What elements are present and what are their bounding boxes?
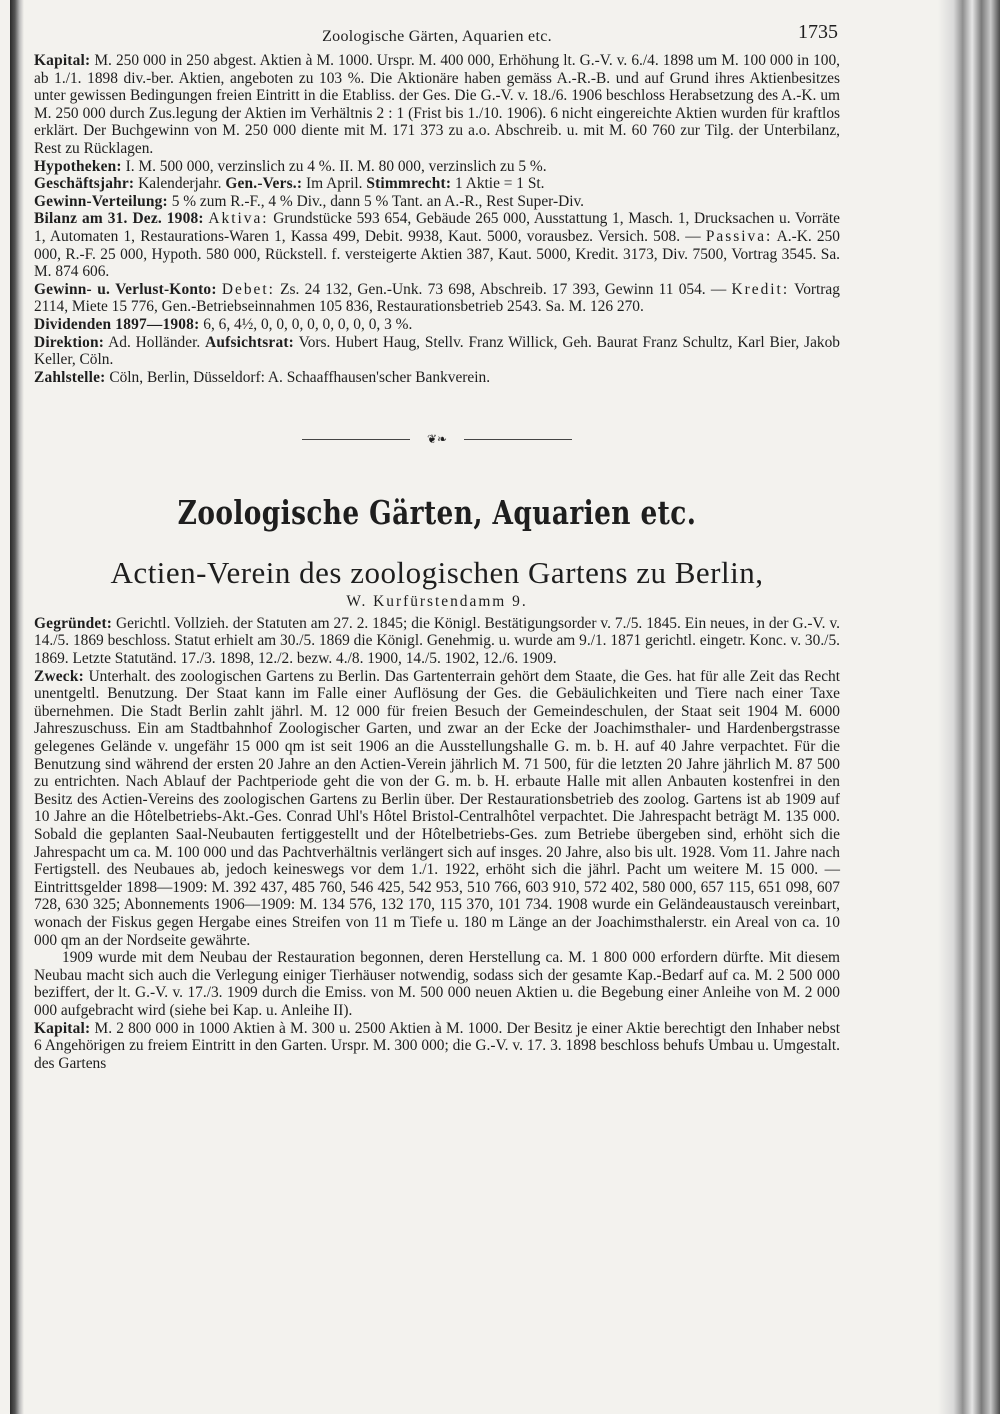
section-title: Zoologische Gärten, Aquarien etc. — [177, 493, 697, 533]
label-stimmrecht: Stimmrecht: — [366, 175, 452, 193]
label-zweck: Zweck: — [34, 667, 84, 685]
paragraph-neubau: 1909 wurde mit dem Neubau der Restauration begonnen, deren Herstellung ca. M. 1 800 000 erfordern dürfte. Mit diesem Neubau macht sich auch die Verlegung einiger Tierhäuser notwendig, sodass sich der gesamte Kap.-Bedarf auf ca. M. 2 500 000 beziffert, der lt. G.-V. v. 17./3. 1909 durch die Emiss. von M. 500 000 neuen Aktien u. die Begebung einer Anleihe von M. 2 000 000 aufgebracht wird (siehe bei Kap. u. Anleihe II). — [34, 949, 840, 1019]
text-kapital: M. 250 000 in 250 abgest. Aktien à M. 1000. Urspr. M. 400 000, Erhöhung lt. G.-V. v. 6./4. 1898 um M. 100 000 in 100, ab 1./1. 1898 div.-ber. Aktien, angeboten zu 103 %. Die Aktionäre haben gemäss A.-R.-B. und auf Grund ihres Aktienbesitzes unter gewissen Bedingungen freien Eintritt in die Etabliss. der Ges. Die G.-V. v. 18./6. 1906 beschloss Herabsetzung des A.-K. um M. 250 000 durch Zus.legung der Aktien im Verhältnis 2 : 1 (Frist bis 1./10. 1906). 6 nicht eingereichte Aktien wurden für kraftlos erklärt. Der Buchgewinn von M. 250 000 diente mit M. 171 373 zu a.o. Abschreib. u. mit M. 60 760 zur Tilg. der Unterbilanz, Rest zu Rücklagen. — [34, 52, 840, 157]
word-passiva: Passiva: — [705, 227, 773, 245]
text-dividenden: 6, 6, 4½, 0, 0, 0, 0, 0, 0, 0, 0, 3 %. — [203, 315, 413, 333]
entry-kapital-prev — [34, 52, 840, 158]
entry-dividenden — [34, 316, 840, 334]
text-debet: Zs. 24 132, Gen.-Unk. 73 698, Abschreib. 17 393, Gewinn 11 054. — — [280, 280, 727, 298]
entry-gegruendet — [34, 615, 840, 668]
text-kredit: Vortrag 2114, Miete 15 776, Gen.-Betriebseinnahmen 105 836, Restaurationsbetrieb 2543. Sa. M. 126 270. — [34, 280, 840, 316]
label-dividenden: Dividenden 1897—1908: — [34, 315, 200, 333]
entry-gewinn-verlust — [34, 281, 840, 316]
word-kredit: Kredit: — [731, 280, 790, 298]
text-gewinn-verteilung: 5 % zum R.-F., 4 % Div., dann 5 % Tant. an A.-R., Rest Super-Div. — [171, 192, 585, 210]
entry-zahlstelle — [34, 369, 840, 387]
label-geschaeftsjahr: Geschäftsjahr: — [34, 175, 135, 193]
entry-geschaeftsjahr — [34, 175, 840, 193]
fleuron-icon: ❦❧ — [426, 432, 448, 447]
label-bilanz: Bilanz am 31. Dez. 1908: — [34, 210, 204, 228]
text-gegruendet: Gerichtl. Vollzieh. der Statuten am 27. 2. 1845; die Königl. Bestätigungsorder v. 7./5. 1845. Ein neues, in der G.-V. v. 14./5. 1869 beschloss. Statut erhielt am 30./5. 1869 die Königl. Genehmig. u. wurde am 9./1. 1871 gerichtl. eingetr. Konc. v. 30./5. 1869. Letzte Statutänd. 17./3. 1898, 12./2. bezw. 4./8. 1900, 14./5. 1902, 12./6. 1909. — [34, 614, 840, 668]
label-hypotheken: Hypotheken: — [34, 157, 122, 175]
label-gegruendet: Gegründet: — [34, 614, 113, 632]
label-kapital: Kapital: — [34, 52, 91, 69]
word-debet: Debet: — [221, 280, 275, 298]
entry-gewinn-verteilung — [34, 193, 840, 211]
text-kapital-company: M. 2 800 000 in 1000 Aktien à M. 300 u. 2500 Aktien à M. 1000. Der Besitz je einer Aktie berechtigt den Inhaber nebst 6 Angehörigen zu freiem Eintritt in den Garten. Urspr. M. 300 000; die G.-V. v. 17. 3. 1898 beschloss behufs Umbau u. Umgestalt. des Gartens — [34, 1019, 840, 1072]
text-aktiva: Grundstücke 593 654, Gebäude 265 000, Ausstattung 1, Masch. 1, Drucksachen u. Vorräte 1, Automaten 1, Restaurations-Waren 1, Kassa 499, Debit. 9938, Kaut. 5000, vorausbez. Versich. 508. — — [34, 210, 840, 245]
label-zahlstelle: Zahlstelle: — [34, 368, 106, 386]
binding-shadow-left — [10, 0, 24, 1414]
text-aufsichtsrat: Vors. Hubert Haug, Stellv. Franz Willick, Geh. Baurat Franz Schultz, Karl Bier, Jakob Keller, Cöln. — [34, 333, 841, 369]
company-name: Actien-Verein des zoologischen Gartens zu Berlin, — [110, 555, 764, 591]
label-kapital-company: Kapital: — [34, 1019, 91, 1037]
page-stack-edge-right — [938, 0, 1000, 1414]
word-aktiva: Aktiva: — [208, 210, 269, 228]
label-gewinn-verlust: Gewinn- u. Verlust-Konto: — [34, 280, 217, 298]
company-address: W. Kurfürstendamm 9. — [346, 593, 528, 611]
entry-hypotheken — [34, 158, 840, 176]
page-content — [34, 22, 840, 1072]
entry-kapital — [34, 1020, 840, 1073]
text-hypotheken: I. M. 500 000, verzinslich zu 4 %. II. M. 80 000, verzinslich zu 5 %. — [125, 157, 547, 175]
divider-line-left — [302, 439, 410, 440]
divider-line-right — [464, 439, 572, 440]
running-head — [34, 22, 840, 52]
text-geschaeftsjahr: Kalenderjahr. — [138, 175, 222, 193]
page-number: 1735 — [798, 21, 838, 43]
section-divider-ornament — [302, 432, 572, 446]
text-passiva: A.-K. 250 000, R.-F. 25 000, Hypoth. 580 000, Rückstell. f. versteigerte Aktien 387, Kaut. 5000, Kredit. 3173, Div. 7500, Vortrag 3545. Sa. M. 874 606. — [34, 227, 841, 281]
text-zahlstelle: Cöln, Berlin, Düsseldorf: A. Schaaffhausen'scher Bankverein. — [109, 368, 491, 386]
label-aufsichtsrat: Aufsichtsrat: — [205, 333, 295, 351]
running-title: Zoologische Gärten, Aquarien etc. — [322, 28, 552, 45]
label-genvers: Gen.-Vers.: — [225, 175, 303, 193]
label-gewinn-verteilung: Gewinn-Verteilung: — [34, 192, 168, 210]
text-genvers: Im April. — [306, 175, 363, 193]
label-direktion: Direktion: — [34, 333, 105, 351]
text-stimmrecht: 1 Aktie = 1 St. — [455, 175, 545, 193]
entry-zweck — [34, 668, 840, 950]
text-direktion: Ad. Holländer. — [108, 333, 201, 351]
entry-direktion — [34, 334, 840, 369]
entry-bilanz — [34, 210, 840, 280]
text-zweck: Unterhalt. des zoologischen Gartens zu Berlin. Das Gartenterrain gehört dem Staate, die Ges. hat für alle Zeit das Recht unentgeltl. Benutzung. Der Staat kann im Falle einer Auflösung der Ges. die Gebäulichkeiten und Tiere nach einer Taxe übernehmen. Die Stadt Berlin zahlt jährl. M. 12 000 für freien Besuch der Gemeindeschulen, der Staat seit 1904 M. 6000 Jahreszuschuss. Ein am Stadtbahnhof Zoologischer Garten, und zwar an der Ecke der Joachimsthaler- und Hardenbergstrasse gelegenes Gelände v. ungefähr 15 000 qm ist seit 1906 an die Ausstellungshalle G. m. b. H. auf 40 Jahre verpachtet. Für die Benutzung sind während der ersten 20 Jahre an den Actien-Verein jährlich M. 71 500, für die letzten 20 Jahre jährlich M. 87 500 zu entrichten. Nach Ablauf der Pachtperiode geht die von der G. m. b. H. erbaute Halle mit allen Anbauten kostenfrei in den Besitz des Actien-Vereins des zoologischen Gartens zu Berlin über. Der Restaurationsbetrieb des zoolog. Gartens ist ab 1909 auf 10 Jahre an die Hôtelbetriebs-Akt.-Ges. Conrad Uhl's Hôtel Bristol-Centralhôtel verpachtet. Die Jahrespacht beträgt M. 135 000. Sobald die geplanten Saal-Neubauten fertiggestellt und der Hôtelbetriebs-Ges. zum Betriebe übergeben sind, erhöht sich die Jahrespacht um ca. M. 100 000 und das Pachtverhältnis verlängert sich auf insges. 20 Jahre, also bis ult. 1928. Vom 11. Jahre nach Fertigstell. des Neubaues ab, jedoch keineswegs vor dem 1./1. 1922, erhöht sich die jährl. Pacht um weitere M. 15 000. — Eintrittsgelder 1898—1909: M. 392 437, 485 760, 546 425, 542 953, 510 766, 603 910, 572 402, 580 000, 657 115, 651 098, 607 728, 630 325; Abonnements 1906—1909: M. 134 576, 132 170, 115 370, 101 734. 1908 wurde ein Geländeaustausch vereinbart, wonach der Fiskus gegen Hergabe eines Streifen von 11 m Tiefe u. 180 m Länge an der Joachimsthalerstr. ein Areal von ca. 10 000 qm an der Nordseite gewährte. — [34, 667, 840, 949]
